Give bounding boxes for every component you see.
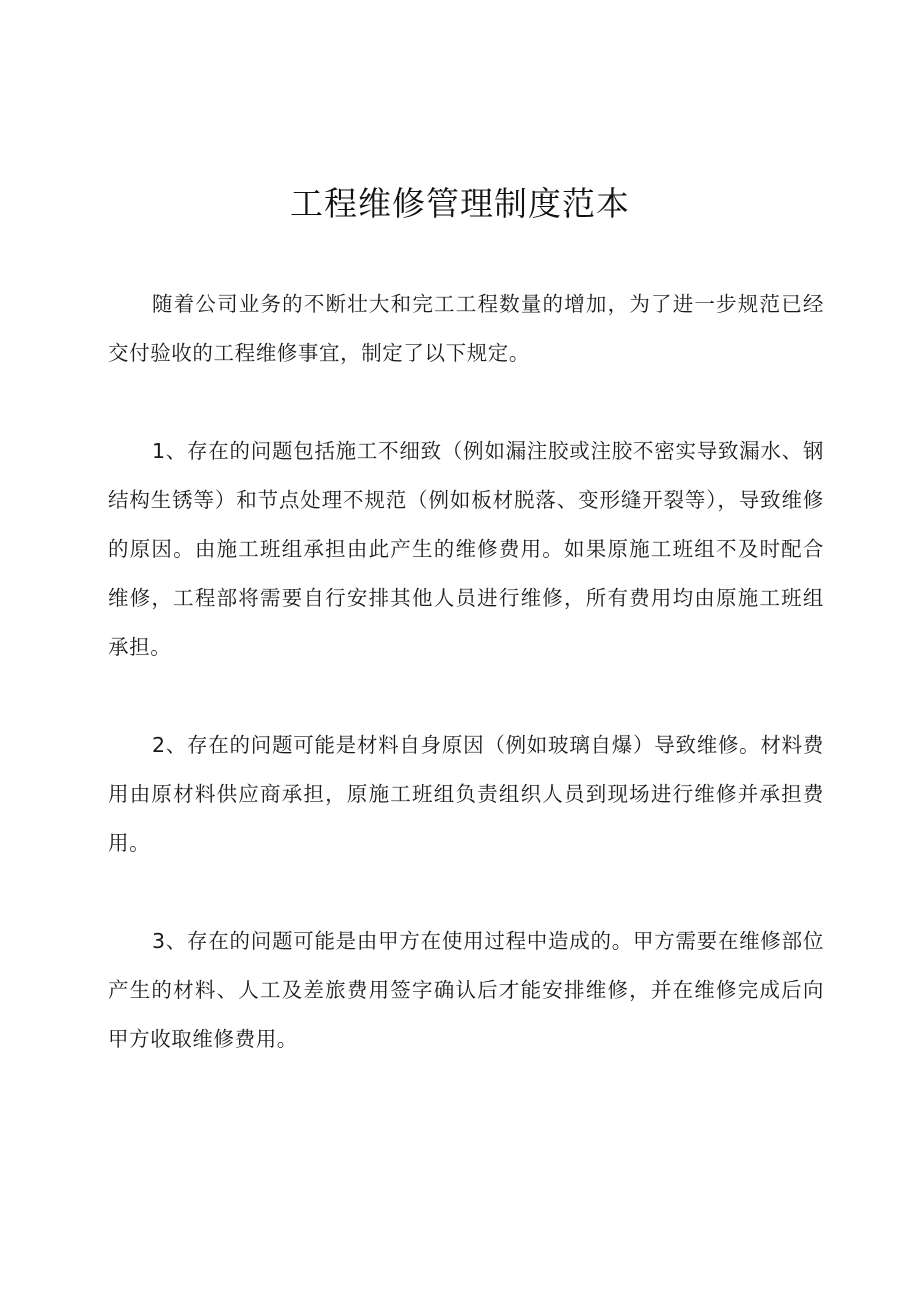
intro-paragraph: 随着公司业务的不断壮大和完工工程数量的增加，为了进一步规范已经交付验收的工程维修事宜，制定了以下规定。 [108, 292, 824, 365]
rule-2-paragraph: 2、存在的问题可能是材料自身原因（例如玻璃自爆）导致维修。材料费用由原材料供应商承担，原施工班组负责组织人员到现场进行维修并承担费用。 [108, 733, 824, 855]
document-title: 工程维修管理制度范本 [290, 184, 630, 223]
rule-1-paragraph: 1、存在的问题包括施工不细致（例如漏注胶或注胶不密实导致漏水、钢结构生锈等）和节点处理不规范（例如板材脱落、变形缝开裂等），导致维修的原因。由施工班组承担由此产生的维修费用。如果原施工班组不及时配合维修，工程部将需要自行安排其他人员进行维修，所有费用均由原施工班组承担。 [108, 439, 824, 659]
document-body [108, 280, 824, 1064]
rule-3-paragraph: 3、存在的问题可能是由甲方在使用过程中造成的。甲方需要在维修部位产生的材料、人工及差旅费用签字确认后才能安排维修，并在维修完成后向甲方收取维修费用。 [108, 929, 824, 1051]
